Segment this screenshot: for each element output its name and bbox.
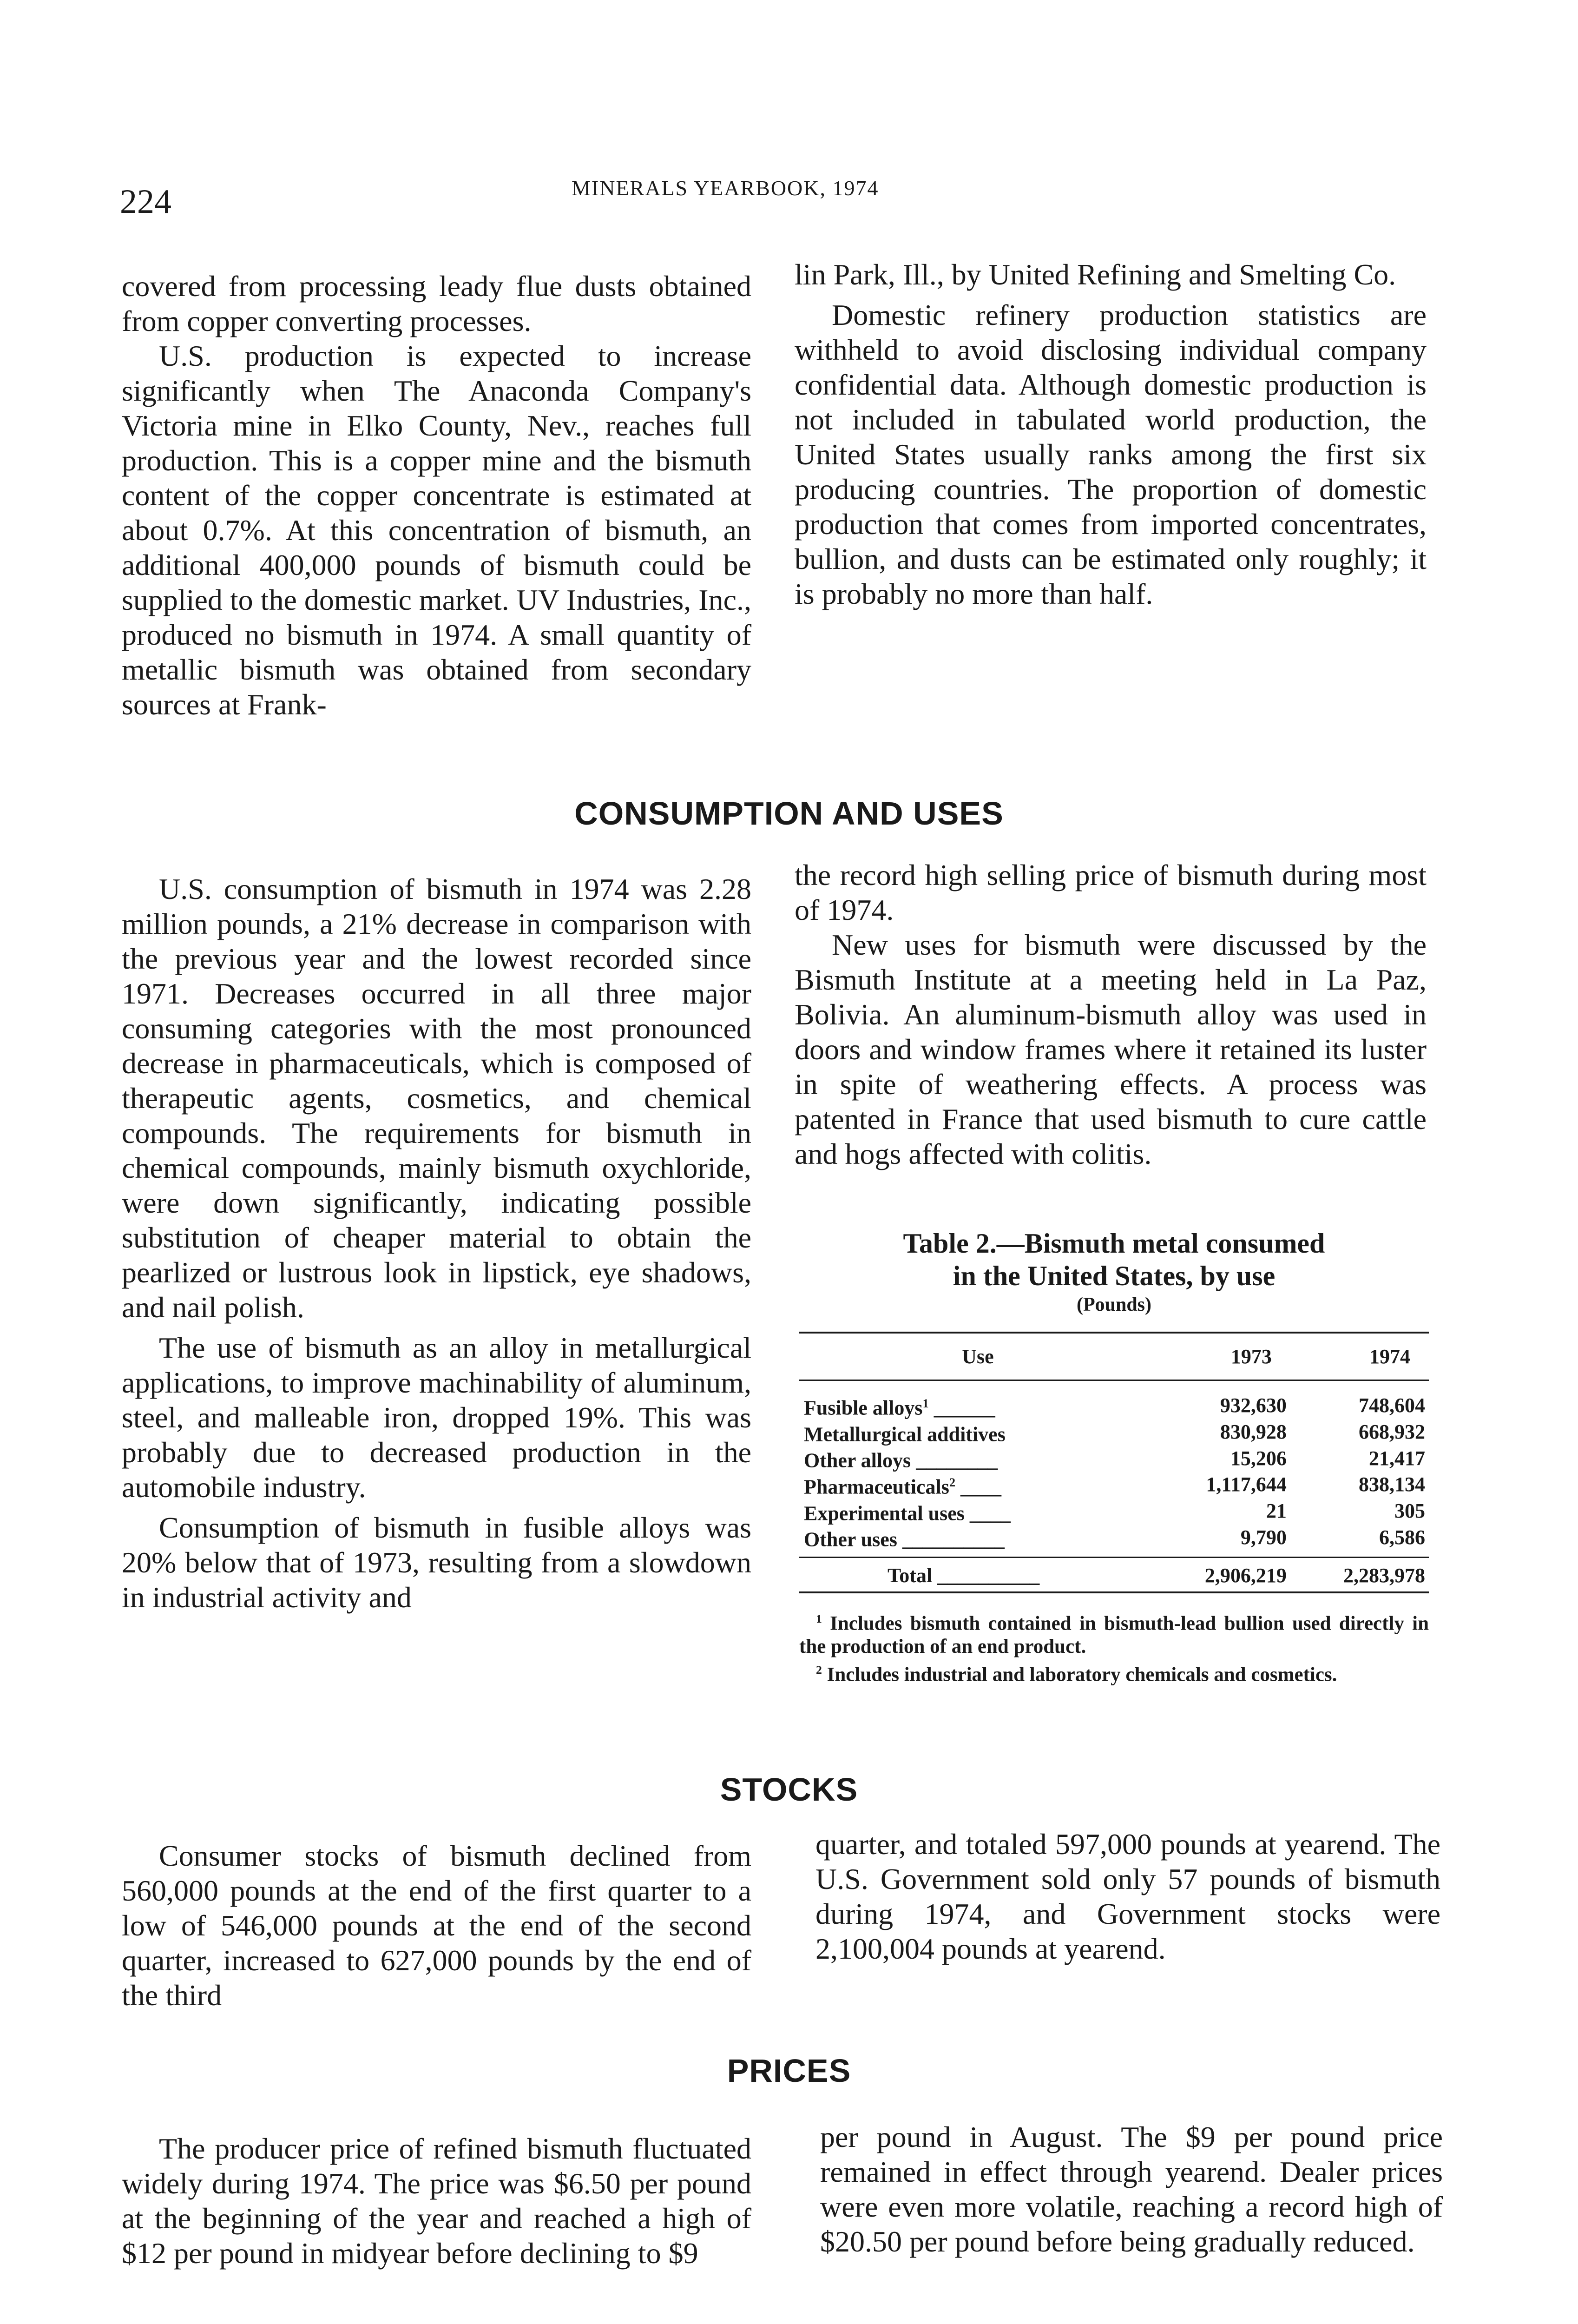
- intro-right-column: [795, 257, 1427, 611]
- row-value-1974: 6,586: [1290, 1524, 1429, 1557]
- row-value-1973: 830,928: [1220, 1420, 1287, 1443]
- row-value-1973: 1,117,644: [1206, 1473, 1287, 1496]
- intro-left-column: [122, 269, 751, 722]
- stocks-right-para: quarter, and totaled 597,000 pounds at yearend. The U.S. Government sold only 57 pounds of bismuth during 1974, and Government stocks were 2,100,004 pounds at yearend.: [815, 1828, 1440, 1965]
- row-value-1973: 15,206: [1230, 1446, 1287, 1470]
- header-1973: 1973: [1152, 1333, 1290, 1380]
- prices-left-column: [122, 2131, 751, 2271]
- intro-left-para-2: U.S. production is expected to increase significantly when The Anaconda Company's Victoria mine in Elko County, Nev., reaches full production. This is a copper mine and the bismuth content of the copper concentrate is estimated at about 0.7%. At this concentration of bismuth, an additional 400,000 pounds of bismuth could be supplied to the domestic market. UV Industries, Inc., produced no bismuth in 1974. A small quantity of metallic bismuth was obtained from secondary sources at Frank-: [122, 339, 751, 721]
- intro-right-para-2: Domestic refinery production statistics are withheld to avoid disclosing individual company confidential data. Although domestic production is not included in tabulated world production, the United States usually ranks among the first six producing countries. The proportion of domestic production that comes from imported concentrates, bullion, and dusts can be estimated only roughly; it is probably no more than half.: [795, 298, 1427, 610]
- row-use-label: Other alloys: [804, 1449, 911, 1472]
- footnote-ref: 2: [949, 1475, 956, 1489]
- table-title-line-1: Table 2.—Bismuth metal consumed: [903, 1228, 1325, 1259]
- footnote-text: Includes industrial and laboratory chemicals and cosmetics.: [822, 1664, 1337, 1686]
- total-1974: 2,283,978: [1290, 1557, 1429, 1592]
- row-value-1974: 748,604: [1359, 1394, 1425, 1417]
- row-value-1974: 838,134: [1359, 1473, 1425, 1496]
- stocks-left-column: [122, 1838, 751, 2013]
- footnote-1: [799, 1607, 1429, 1658]
- table-row: [799, 1380, 1429, 1419]
- footnote-mark: 1: [816, 1611, 822, 1625]
- intro-right-para-1: lin Park, Ill., by United Refining and Smelting Co.: [795, 258, 1396, 291]
- footnote-text: Includes bismuth contained in bismuth-lead bullion used directly in the production of an end product.: [799, 1612, 1429, 1658]
- table-row: [799, 1524, 1429, 1557]
- table-total-row: [799, 1557, 1429, 1592]
- row-value-1973: 932,630: [1220, 1394, 1287, 1417]
- row-use-label: Pharmaceuticals: [804, 1475, 949, 1499]
- consumption-right-column: [795, 858, 1427, 1171]
- table-2: [799, 1227, 1429, 1687]
- consumption-left-para-3: Consumption of bismuth in fusible alloys was 20% below that of 1973, resulting from a slowdown in industrial activity and: [122, 1511, 751, 1614]
- stocks-left-para: Consumer stocks of bismuth declined from 560,000 pounds at the end of the first quarter to a low of 546,000 pounds at the end of the second quarter, increased to 627,000 pounds by the end of the third: [122, 1839, 751, 2012]
- row-use-label: Other uses: [804, 1528, 897, 1551]
- table-title-line-2: in the United States, by use: [953, 1261, 1276, 1291]
- table-unit: (Pounds): [1076, 1294, 1152, 1315]
- consumption-left-column: [122, 872, 751, 1615]
- header-1974: 1974: [1290, 1333, 1429, 1380]
- prices-left-para: The producer price of refined bismuth fluctuated widely during 1974. The price was $6.50 per pound at the beginning of the year and reached a high of $12 per pound in midyear before declining to $9: [122, 2132, 751, 2270]
- leader-dots: __________: [932, 1564, 1040, 1587]
- stocks-heading: STOCKS: [720, 1771, 858, 1808]
- stocks-right-column: [815, 1827, 1440, 1966]
- prices-heading: PRICES: [727, 2053, 851, 2089]
- page-number: 224: [120, 183, 171, 221]
- row-value-1974: 21,417: [1369, 1446, 1425, 1470]
- intro-left-para-1: covered from processing leady flue dusts obtained from copper converting processes.: [122, 270, 751, 337]
- prices-right-para: per pound in August. The $9 per pound price remained in effect through yearend. Dealer prices were even more volatile, reaching a record high of $20.50 per pound before being gradually reduced.: [820, 2120, 1443, 2258]
- row-use-label: Metallurgical additives: [804, 1423, 1006, 1446]
- table-row: [799, 1498, 1429, 1525]
- table-row: [799, 1472, 1429, 1498]
- consumption-right-para-2: New uses for bismuth were discussed by the Bismuth Institute at a meeting held in La Paz, Bolivia. An aluminum-bismuth alloy was used in doors and window frames where it retained its luster in spite of weathering effects. A process was patented in France that used bismuth to cure cattle and hogs affected with colitis.: [795, 928, 1427, 1170]
- leader-dots: ________: [911, 1449, 998, 1472]
- table-header-row: [799, 1333, 1429, 1380]
- total-label: Total: [888, 1564, 933, 1587]
- footnote-ref: 1: [922, 1396, 929, 1410]
- row-value-1974: 305: [1394, 1499, 1425, 1522]
- table-row: [799, 1445, 1429, 1472]
- row-value-1974: 668,932: [1359, 1420, 1425, 1443]
- footnote-2: [799, 1658, 1429, 1686]
- leader-dots: ____: [964, 1502, 1011, 1525]
- bismuth-consumption-table: [799, 1332, 1429, 1593]
- consumption-left-para-2: The use of bismuth as an alloy in metallurgical applications, to improve machinability of aluminum, steel, and malleable iron, dropped 19%. This was probably due to decreased production in the automobile industry.: [122, 1331, 751, 1504]
- consumption-right-para-1: the record high selling price of bismuth during most of 1974.: [795, 858, 1427, 926]
- header-use: Use: [799, 1333, 1152, 1380]
- footnote-mark: 2: [816, 1663, 822, 1677]
- row-value-1973: 21: [1266, 1499, 1287, 1522]
- leader-dots: ____: [955, 1475, 1002, 1499]
- total-1973: 2,906,219: [1152, 1557, 1290, 1592]
- row-use-label: Fusible alloys: [804, 1396, 923, 1419]
- prices-right-column: [820, 2119, 1443, 2259]
- running-head: MINERALS YEARBOOK, 1974: [572, 176, 879, 200]
- table-footnotes: [799, 1607, 1429, 1687]
- row-value-1973: 9,790: [1152, 1524, 1290, 1557]
- consumption-left-para-1: U.S. consumption of bismuth in 1974 was 2.28 million pounds, a 21% decrease in comparison with the previous year and the lowest recorded since 1971. Decreases occurred in all three major consuming categories with the most pronounced decrease in pharmaceuticals, which is composed of therapeutic agents, cosmetics, and chemical compounds. The requirements for bismuth in chemical compounds, mainly bismuth oxychloride, were down significantly, indicating possible substitution of cheaper material to obtain the pearlized or lustrous look in lipstick, eye shadows, and nail polish.: [122, 872, 751, 1324]
- leader-dots: __________: [897, 1528, 1005, 1551]
- consumption-heading: CONSUMPTION AND USES: [574, 795, 1004, 832]
- row-use-label: Experimental uses: [804, 1502, 965, 1525]
- leader-dots: ______: [928, 1396, 995, 1419]
- table-row: [799, 1419, 1429, 1446]
